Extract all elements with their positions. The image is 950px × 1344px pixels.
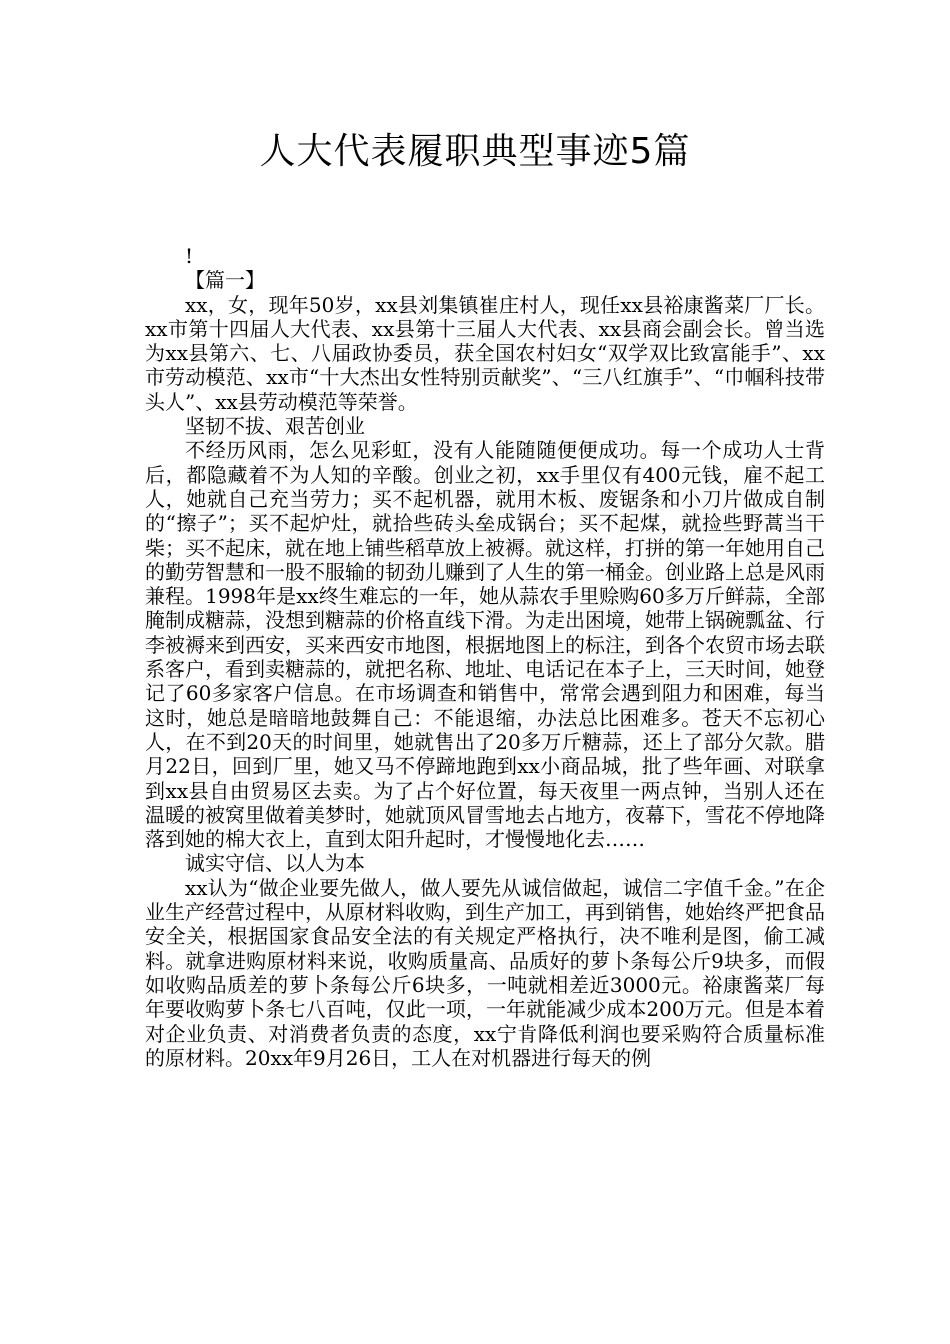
subheading-integrity: 诚实守信、以人为本 bbox=[185, 851, 365, 876]
entrepreneurship-paragraph: 不经历风雨，怎么见彩虹，没有人能随随便便成功。每一个成功人士背后，都隐藏着不为人知的辛酸。创业之初，xx手里仅有400元钱，雇不起工人，她就自己充当劳力；买不起机器，就用木板、废锯条和小刀片做成自制的“擦子”；买不起炉灶，就拾些砖头垒成锅台；买不起煤，就捡些野蒿当干柴；买不起床，就在地上铺些稻草放上被褥。就这样，打拼的第一年她用自己的勤劳智慧和一股不服输的韧劲儿赚到了人生的第一桶金。创业路上总是风雨兼程。1998年是xx终生难忘的一年，她从蒜农手里赊购60多万斤鲜蒜，全部腌制成糖蒜，没想到糖蒜的价格直线下滑。为走出困境，她带上锅碗瓢盆、行李被褥来到西安，买来西安市地图，根据地图上的标注，到各个农贸市场去联系客户，看到卖糖蒜的，就把名称、地址、电话记在本子上，三天时间，她登记了60多家客户信息。在市场调查和销售中，常常会遇到阻力和困难，每当这时，她总是暗暗地鼓舞自己：不能退缩，办法总比困难多。苍天不忘初心人，在不到20天的时间里，她就售出了20多万斤糖蒜，还上了部分欠款。腊月22日，回到厂里，她又马不停蹄地跑到xx小商品城，批了些年画、对联拿到xx县自由贸易区去卖。为了占个好位置，每天夜里一两点钟，当别人还在温暖的被窝里做着美梦时，她就顶风冒雪地去占地方，夜幕下，雪花不停地降落到她的棉大衣上，直到太阳升起时，才慢慢地化去…… bbox=[145, 438, 825, 852]
section-heading-part-one: 【篇一】 bbox=[185, 268, 265, 293]
subheading-perseverance: 坚韧不拔、艰苦创业 bbox=[185, 414, 365, 439]
intro-paragraph: xx，女，现年50岁，xx县刘集镇崔庄村人，现任xx县裕康酱菜厂厂长。xx市第十四届人大代表、xx县第十三届人大代表、xx县商会副会长。曾当选为xx县第六、七、八届政协委员，获全国农村妇女“双学双比致富能手”、xx市劳动模范、xx市“十大杰出女性特别贡献奖”、“三八红旗手”、“巾帼科技带头人”、xx县劳动模范等荣誉。 bbox=[145, 292, 825, 414]
document-body bbox=[145, 244, 825, 1070]
document-title: 人大代表履职典型事迹5篇 bbox=[259, 131, 691, 172]
exclamation-line: ! bbox=[185, 244, 194, 268]
integrity-paragraph: xx认为“做企业要先做人，做人要先从诚信做起，诚信二字值千金。”在企业生产经营过程中，从原材料收购，到生产加工，再到销售，她始终严把食品安全关，根据国家食品安全法的有关规定严格执行，决不唯利是图，偷工减料。就拿进购原材料来说，收购质量高、品质好的萝卜条每公斤9块多，而假如收购品质差的萝卜条每公斤6块多，一吨就相差近3000元。裕康酱菜厂每年要收购萝卜条七八百吨，仅此一项，一年就能减少成本200万元。但是本着对企业负责、对消费者负责的态度，xx宁肯降低利润也要采购符合质量标准的原材料。20xx年9月26日，工人在对机器进行每天的例 bbox=[145, 875, 825, 1070]
